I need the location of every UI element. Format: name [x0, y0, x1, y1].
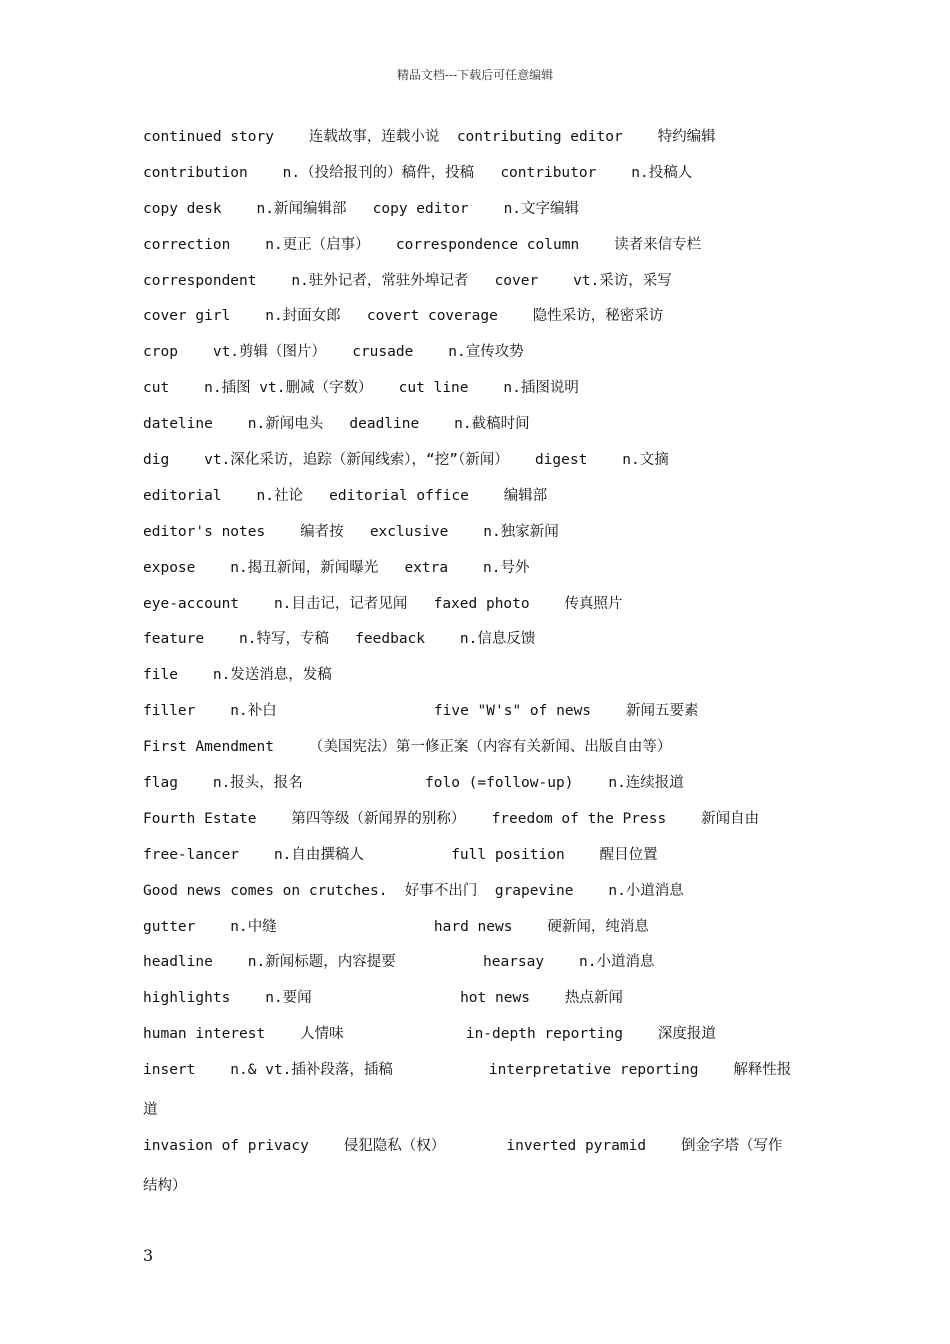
- glossary-line: cover girl n.封面女郎 covert coverage 隐性采访，秘密采访: [143, 308, 664, 325]
- glossary-line: gutter n.中缝 hard news 硬新闻，纯消息: [143, 918, 649, 935]
- glossary-line: continued story 连载故事，连载小说 contributing editor 特约编辑: [143, 129, 716, 145]
- glossary-line: contribution n.（投给报刊的）稿件，投稿 contributor n.投稿人: [143, 164, 693, 181]
- page-header: 精品文档---下载后可任意编辑: [396, 68, 554, 82]
- glossary-line-continuation: 结构）: [143, 1178, 187, 1195]
- glossary-line-continuation: 道: [143, 1102, 158, 1119]
- glossary-line: First Amendment （美国宪法）第一修正案（内容有关新闻、出版自由等）: [143, 739, 672, 756]
- glossary-line: cut n.插图 vt.删减（字数） cut line n.插图说明: [143, 380, 579, 397]
- glossary-line: eye-account n.目击记，记者见闻 faxed photo 传真照片: [143, 595, 623, 612]
- glossary-line: free-lancer n.自由撰稿人 full position 醒目位置: [143, 846, 658, 863]
- glossary-line: Good news comes on crutches. 好事不出门 grapevine n.小道消息: [143, 882, 684, 899]
- glossary-line: correction n.更正（启事） correspondence column 读者来信专栏: [143, 236, 702, 253]
- glossary-line: dateline n.新闻电头 deadline n.截稿时间: [143, 416, 530, 433]
- glossary-line: dig vt.深化采访，追踪（新闻线索），“挖”（新闻） digest n.文摘: [143, 452, 669, 469]
- glossary-line: Fourth Estate 第四等级（新闻界的别称） freedom of the Press 新闻自由: [143, 810, 760, 827]
- glossary-body: [143, 125, 813, 1210]
- page-number: 3: [143, 1246, 154, 1265]
- glossary-line: filler n.补白 five "W's" of news 新闻五要素: [143, 703, 699, 720]
- glossary-line: file n.发送消息，发稿: [143, 667, 332, 684]
- glossary-line: headline n.新闻标题，内容提要 hearsay n.小道消息: [143, 954, 655, 971]
- glossary-line: highlights n.要闻 hot news 热点新闻: [143, 990, 623, 1007]
- glossary-line: correspondent n.驻外记者，常驻外埠记者 cover vt.采访，采写: [143, 272, 672, 289]
- glossary-line: copy desk n.新闻编辑部 copy editor n.文字编辑: [143, 200, 580, 217]
- glossary-line: editorial n.社论 editorial office 编辑部: [143, 487, 548, 504]
- glossary-line: editor's notes 编者按 exclusive n.独家新闻: [143, 523, 559, 540]
- glossary-line: human interest 人情味 in-depth reporting 深度报道: [143, 1026, 716, 1043]
- glossary-line: feature n.特写，专稿 feedback n.信息反馈: [143, 631, 536, 648]
- glossary-line: insert n.& vt.插补段落，插稿 interpretative reporting 解释性报: [143, 1062, 792, 1079]
- glossary-line: crop vt.剪辑（图片） crusade n.宣传攻势: [143, 344, 524, 361]
- glossary-line: expose n.揭丑新闻，新闻曝光 extra n.号外: [143, 559, 530, 576]
- glossary-line: flag n.报头，报名 folo (=follow-up) n.连续报道: [143, 775, 684, 792]
- glossary-line: invasion of privacy 侵犯隐私（权） inverted pyramid 倒金字塔（写作: [143, 1138, 783, 1155]
